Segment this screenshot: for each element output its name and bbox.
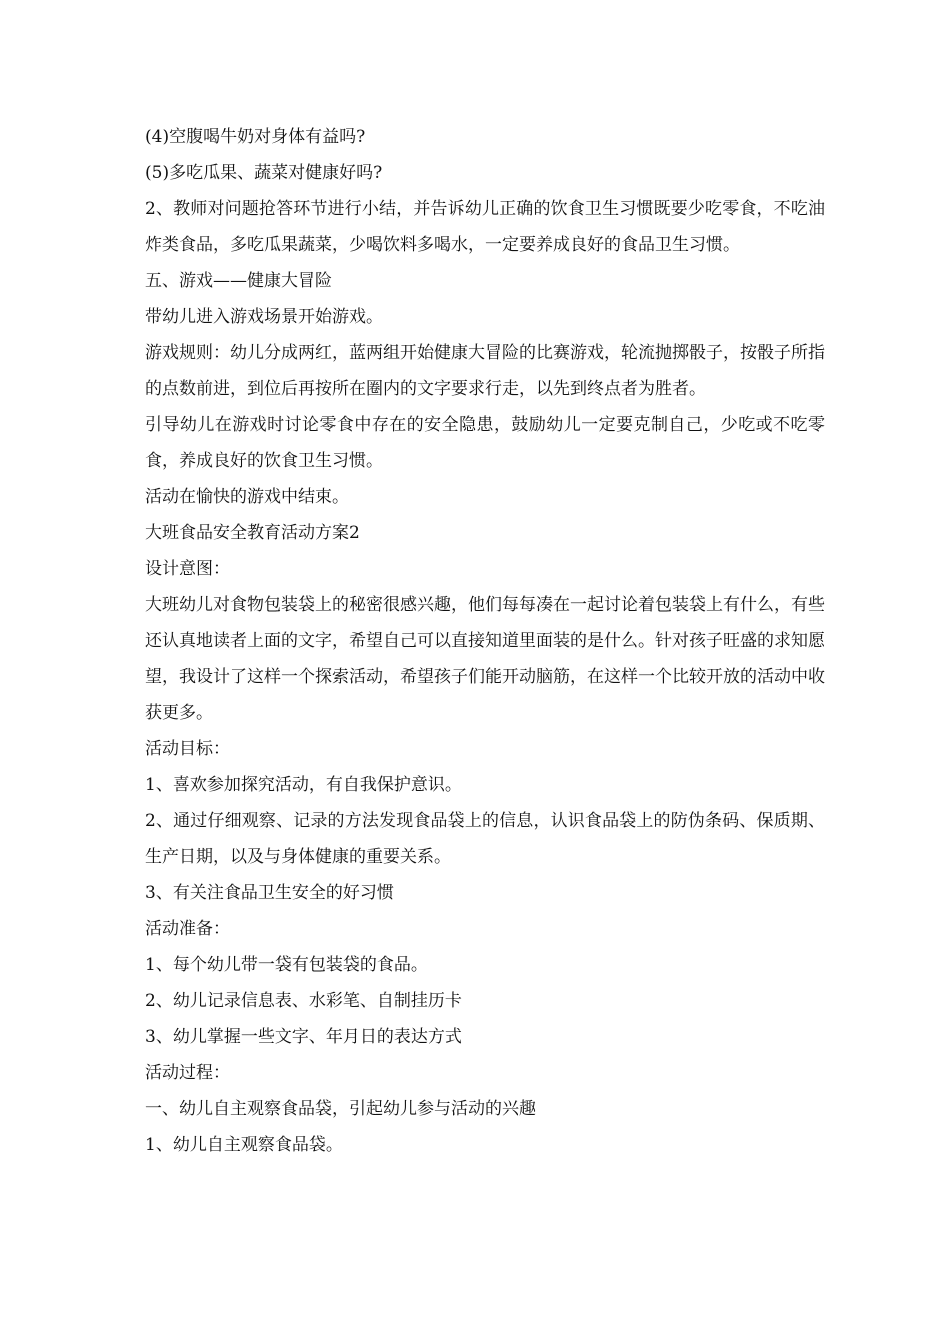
goal-item-1: 1、喜欢参加探究活动，有自我保护意识。 — [145, 775, 462, 795]
goal-item-3: 3、有关注食品卫生安全的好习惯 — [145, 883, 394, 903]
process-step-1: 一、幼儿自主观察食品袋，引起幼儿参与活动的兴趣 — [145, 1099, 536, 1119]
preparation-item-3: 3、幼儿掌握一些文字、年月日的表达方式 — [145, 1027, 462, 1047]
paragraph-enter-game: 带幼儿进入游戏场景开始游戏。 — [145, 307, 383, 327]
goal-item-2: 2、通过仔细观察、记录的方法发现食品袋上的信息，认识食品袋上的防伪条码、保质期、生产日期，以及与身体健康的重要关系。 — [145, 811, 825, 867]
paragraph-question-5: (5)多吃瓜果、蔬菜对健康好吗? — [145, 163, 383, 183]
preparation-item-2: 2、幼儿记录信息表、水彩笔、自制挂历卡 — [145, 991, 462, 1011]
section-heading-game: 五、游戏——健康大冒险 — [145, 271, 332, 291]
paragraph-design-intent: 大班幼儿对食物包装袋上的秘密很感兴趣，他们每每凑在一起讨论着包装袋上有什么，有些还认真地读者上面的文字，希望自己可以直接知道里面装的是什么。针对孩子旺盛的求知愿望，我设计了这样一个探索活动，希望孩子们能开动脑筋，在这样一个比较开放的活动中收获更多。 — [145, 595, 825, 723]
paragraph-teacher-summary: 2、教师对问题抢答环节进行小结，并告诉幼儿正确的饮食卫生习惯既要少吃零食，不吃油炸类食品，多吃瓜果蔬菜，少喝饮料多喝水，一定要养成良好的食品卫生习惯。 — [145, 199, 825, 255]
heading-activity-preparation: 活动准备： — [145, 919, 230, 939]
paragraph-activity-end: 活动在愉快的游戏中结束。 — [145, 487, 349, 507]
preparation-item-1: 1、每个幼儿带一袋有包装袋的食品。 — [145, 955, 428, 975]
paragraph-question-4: (4)空腹喝牛奶对身体有益吗? — [145, 127, 366, 147]
process-substep-1: 1、幼儿自主观察食品袋。 — [145, 1135, 343, 1155]
plan-2-title: 大班食品安全教育活动方案2 — [145, 523, 360, 543]
document-page — [145, 119, 825, 1163]
heading-design-intent: 设计意图： — [145, 559, 230, 579]
heading-activity-process: 活动过程： — [145, 1063, 230, 1083]
paragraph-guide-discussion: 引导幼儿在游戏时讨论零食中存在的安全隐患，鼓励幼儿一定要克制自己，少吃或不吃零食，养成良好的饮食卫生习惯。 — [145, 415, 825, 471]
paragraph-game-rules: 游戏规则：幼儿分成两红，蓝两组开始健康大冒险的比赛游戏，轮流抛掷骰子，按骰子所指的点数前进，到位后再按所在圈内的文字要求行走，以先到终点者为胜者。 — [145, 343, 825, 399]
heading-activity-goals: 活动目标： — [145, 739, 230, 759]
